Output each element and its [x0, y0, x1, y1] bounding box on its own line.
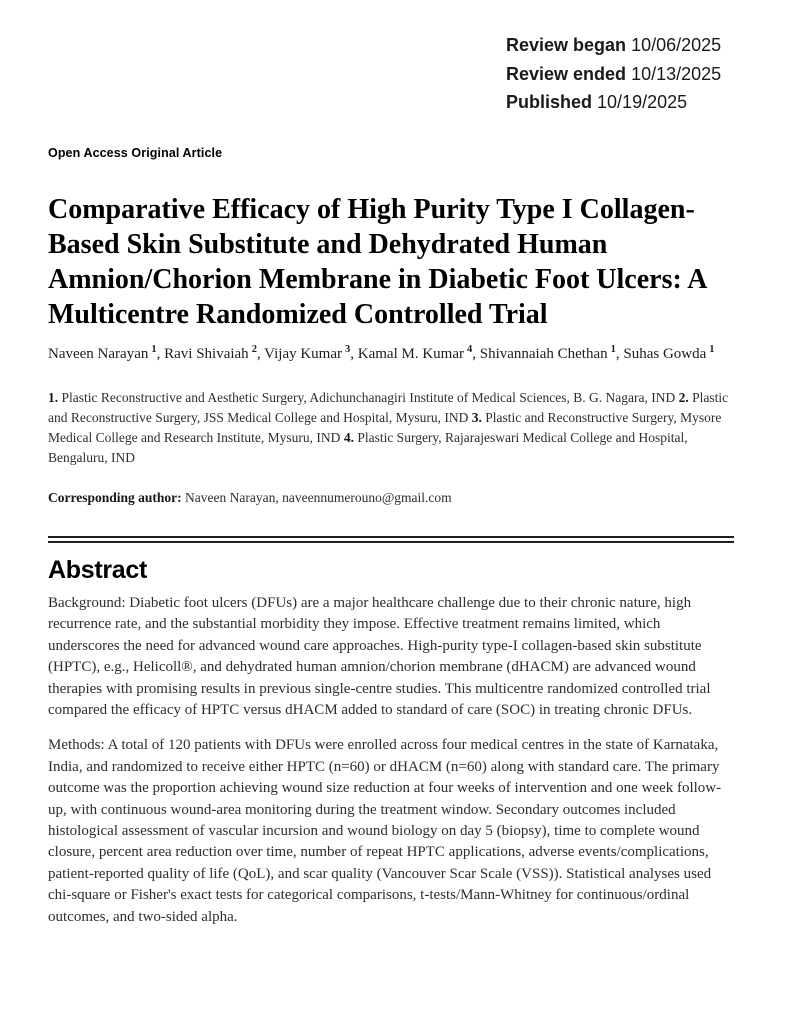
author-affiliation-sup: 4 [466, 344, 473, 355]
author-affiliation-sup: 1 [709, 344, 715, 355]
review-dates-block [506, 31, 721, 117]
affiliation-text: Plastic and Reconstructive Surgery, Mysore Medical College and Research Institute, Mysuru, IND [48, 410, 722, 445]
author-separator: , [350, 346, 358, 362]
author-affiliation-sup: 1 [610, 344, 616, 355]
abstract-heading: Abstract [48, 556, 148, 584]
abstract-methods-paragraph: Methods: A total of 120 patients with DFUs were enrolled across four medical centres in the state of Karnataka, India, and randomized to receive either HPTC (n=60) or dHACM (n=60) along with standard care. The primary outcome was the proportion achieving wound size reduction at four weeks of intervention and one week follow-up, with continuous wound-area monitoring during the treatment window. Secondary outcomes included histological assessment of vascular incursion and wound biology on day 5 (biopsy), time to complete wound closure, percent area reduction over time, number of repeat HPTC applications, adverse events/complications, patient-reported quality of life (QoL), and scar quality (Vancouver Scar Scale (VSS)). Statistical analyses used chi-square or Fisher's exact tests for categorical comparisons, t-tests/Mann-Whitney for continuous/ordinal outcomes, and two-sided alpha. [48, 737, 722, 925]
affiliation-number: 4. [343, 430, 354, 445]
author-separator: , [156, 346, 165, 362]
author-separator: , [615, 346, 624, 362]
article-title: Comparative Efficacy of High Purity Type I Collagen-Based Skin Substitute and Dehydrated Human Amnion/Chorion Membrane in Diabetic Foot Ulcers: A Multicentre Randomized Controlled Trial [48, 194, 706, 330]
authors-line [48, 342, 734, 366]
abstract-background-paragraph: Background: Diabetic foot ulcers (DFUs) are a major healthcare challenge due to their chronic nature, high recurrence rate, and the substantial morbidity they impose. Effective treatment remains limited, which underscores the need for advanced wound care approaches. High-purity type-I collagen-based skin substitute (HPTC), e.g., Helicoll®, and dehydrated human amnion/chorion membrane (dHACM) are advanced wound therapies with promising results in previous single-centre studies. This multicentre randomized controlled trial compared the efficacy of HPTC versus dHACM added to standard of care (SOC) in treating chronic DFUs. [48, 595, 711, 719]
affiliation-number: 3. [471, 410, 482, 425]
author-affiliation-sup: 1 [151, 344, 157, 355]
author-name: Kamal M. Kumar [357, 346, 464, 362]
corresponding-author-line [48, 488, 734, 508]
article-type-label: Open Access Original Article [48, 146, 223, 160]
author-name: Suhas Gowda [623, 346, 707, 362]
published-row [506, 88, 721, 117]
author-affiliation-sup: 3 [345, 344, 351, 355]
affiliation-number: 1. [48, 390, 59, 405]
author-name: Shivannaiah Chethan [479, 346, 608, 362]
author-separator: , [472, 346, 480, 362]
corresponding-author-value: Naveen Narayan, naveennumerouno@gmail.com [185, 490, 452, 505]
affiliation-number: 2. [678, 390, 689, 405]
author-name: Vijay Kumar [264, 346, 342, 362]
article-content [0, 146, 800, 928]
section-divider-rule [48, 536, 734, 543]
affiliations-paragraph [48, 388, 734, 468]
author-affiliation-sup: 2 [251, 344, 257, 355]
author-name: Ravi Shivaiah [164, 346, 249, 362]
review-ended-row [506, 60, 721, 89]
review-began-value: 10/06/2025 [631, 35, 722, 55]
review-ended-label: Review ended [506, 63, 627, 84]
affiliation-text: Plastic and Reconstructive Surgery, JSS Medical College and Hospital, Mysuru, IND [48, 390, 729, 425]
author-separator: , [256, 346, 265, 362]
affiliation-text: Plastic Reconstructive and Aesthetic Surgery, Adichunchanagiri Institute of Medical Sciences, B. G. Nagara, IND [61, 390, 676, 405]
corresponding-author-label: Corresponding author: [48, 490, 182, 505]
review-began-row [506, 31, 721, 60]
review-ended-value: 10/13/2025 [631, 63, 722, 84]
affiliation-text: Plastic Surgery, Rajarajeswari Medical College and Hospital, Bengaluru, IND [48, 430, 688, 465]
published-value: 10/19/2025 [597, 92, 688, 112]
author-name: Naveen Narayan [48, 346, 149, 362]
published-label: Published [506, 92, 593, 112]
review-began-label: Review began [506, 35, 627, 55]
